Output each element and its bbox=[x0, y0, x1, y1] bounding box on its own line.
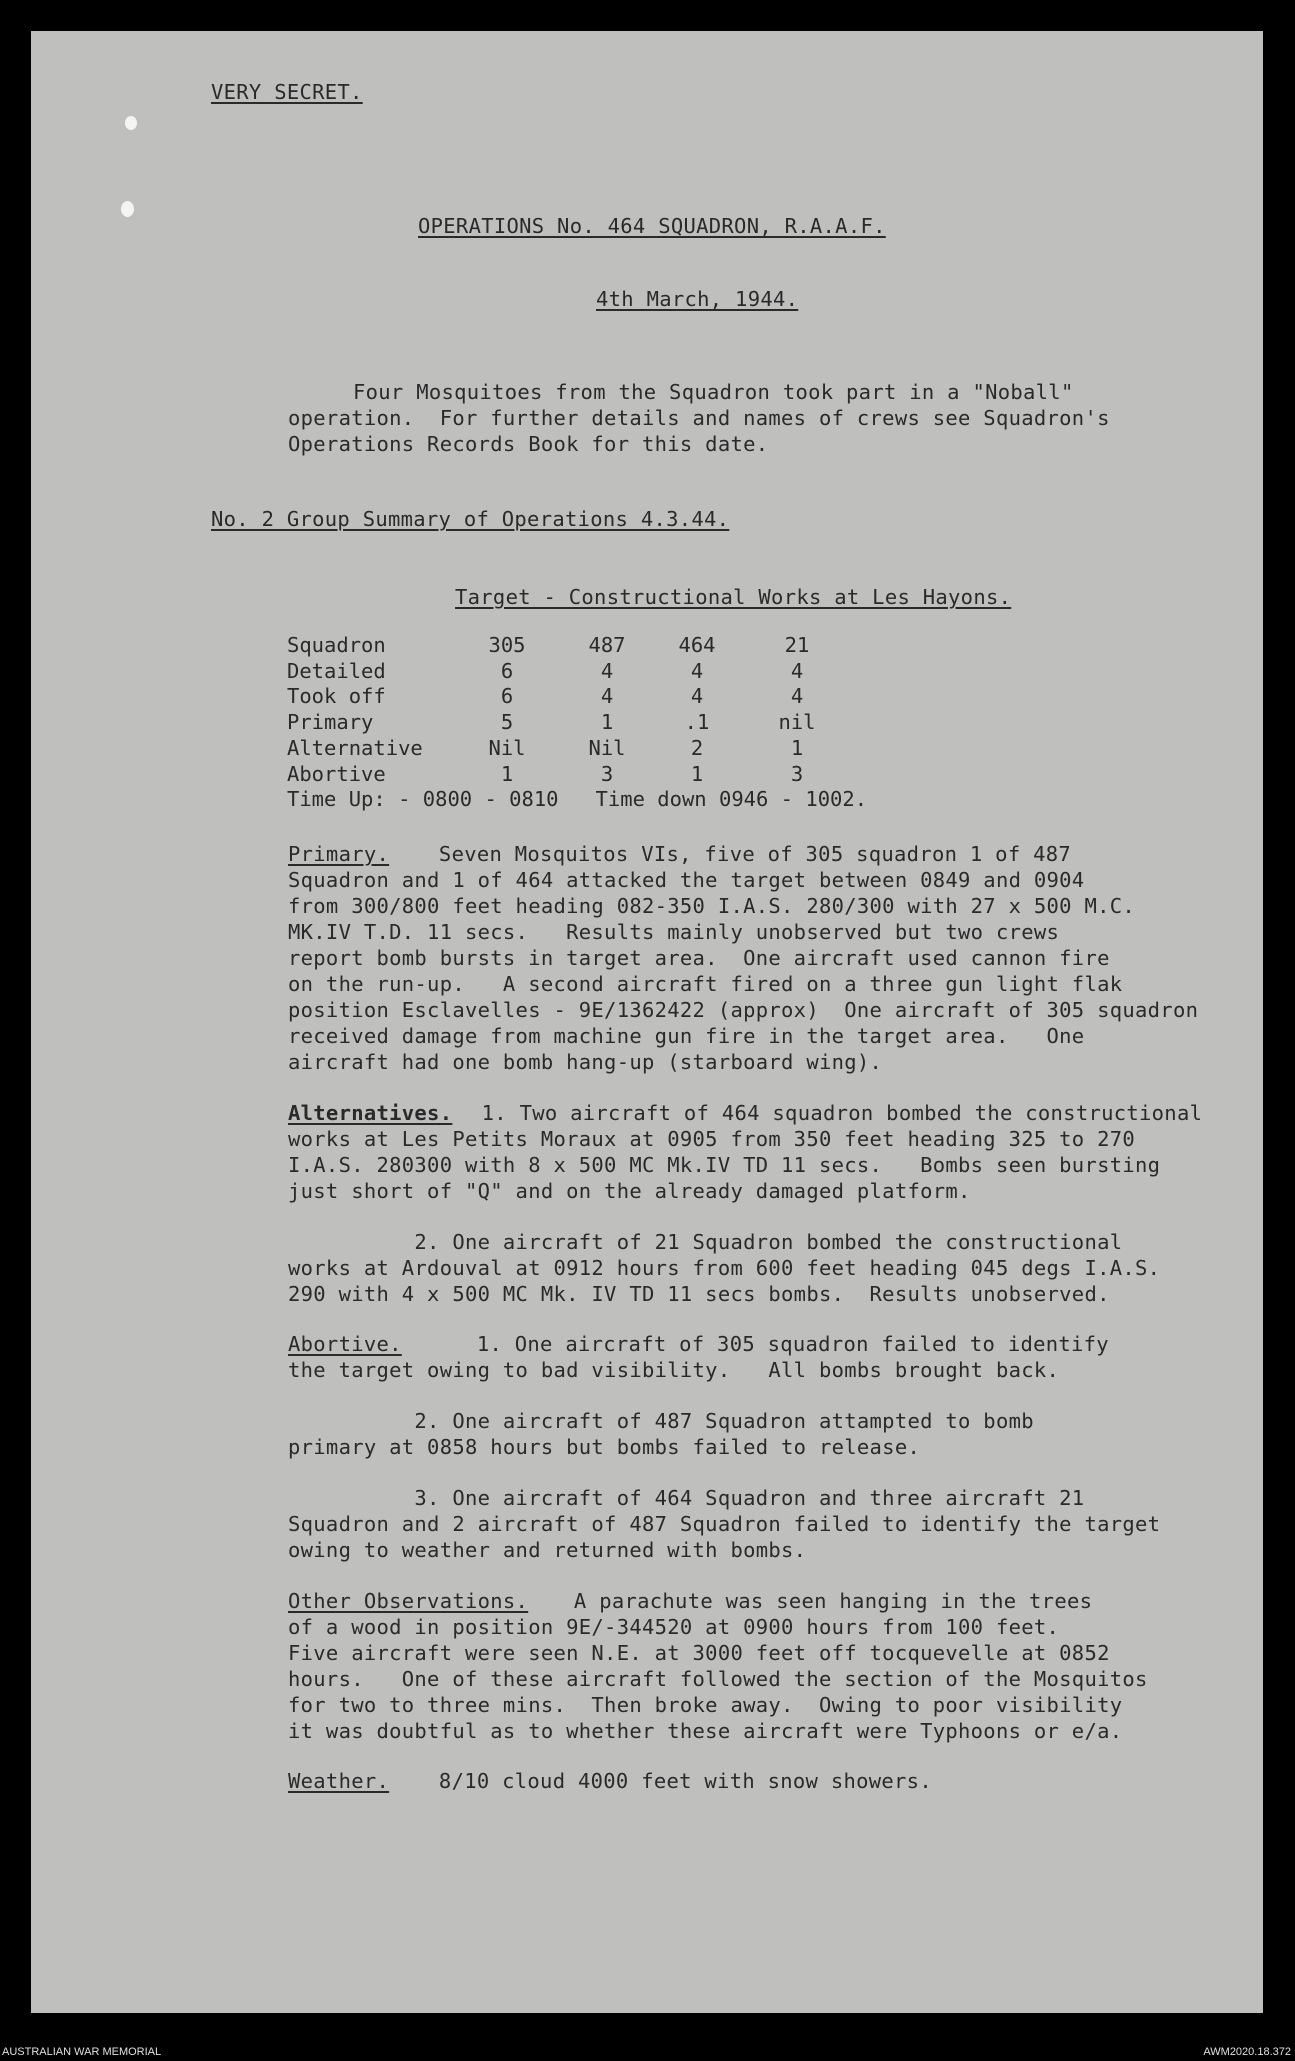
table-cell: 4 bbox=[690, 658, 704, 683]
table-cell: 6 bbox=[500, 658, 514, 683]
table-cell: nil bbox=[778, 710, 816, 735]
text-line: the target owing to bad visibility. All bombs brought back. bbox=[288, 1358, 1060, 1382]
text-line: I.A.S. 280300 with 8 x 500 MC Mk.IV TD 11 secs. Bombs seen bursting bbox=[288, 1153, 1161, 1177]
table-cell: 6 bbox=[500, 684, 514, 709]
table-cell: 21 bbox=[784, 633, 810, 657]
table-cell: 4 bbox=[790, 684, 804, 709]
text-line: 1. Two aircraft of 464 squadron bombed the constructional bbox=[469, 1101, 1203, 1125]
table-cell: 3 bbox=[790, 761, 804, 786]
text-line: 8/10 cloud 4000 feet with snow showers. bbox=[401, 1769, 932, 1793]
text-line: aircraft had one bomb hang-up (starboard wing). bbox=[288, 1050, 883, 1074]
table-cell: 4 bbox=[790, 658, 804, 683]
table-row bbox=[287, 684, 867, 710]
table-cell: Squadron bbox=[287, 633, 386, 657]
text-line: Five aircraft were seen N.E. at 3000 feet off tocquevelle at 0852 bbox=[288, 1641, 1110, 1665]
table-row bbox=[287, 659, 867, 685]
operations-table bbox=[287, 633, 867, 813]
table-cell: .1 bbox=[684, 710, 710, 735]
table-row bbox=[287, 710, 867, 736]
text-line: Seven Mosquitos VIs, five of 305 squadron 1 of 487 bbox=[401, 842, 1072, 866]
weather-label: Weather. bbox=[288, 1769, 390, 1793]
table-cell: 464 bbox=[678, 633, 716, 657]
document-date: 4th March, 1944. bbox=[596, 287, 799, 311]
table-cell: 5 bbox=[500, 710, 514, 735]
table-cell: 1 bbox=[790, 735, 804, 760]
table-cell: 4 bbox=[600, 684, 614, 709]
text-line: Squadron and 1 of 464 attacked the target between 0849 and 0904 bbox=[288, 868, 1085, 892]
table-cell: 4 bbox=[690, 684, 704, 709]
table-cell: Took off bbox=[287, 684, 386, 709]
table-cell: Nil bbox=[588, 735, 626, 760]
text-line: from 300/800 feet heading 082-350 I.A.S. 280/300 with 27 x 500 M.C. bbox=[288, 894, 1136, 918]
table-cell: 1 bbox=[600, 710, 614, 735]
footer-source: AUSTRALIAN WAR MEMORIAL bbox=[2, 2046, 162, 2058]
table-cell: Detailed bbox=[287, 658, 386, 683]
alternatives-label: Alternatives. bbox=[288, 1101, 453, 1125]
other-observations-label: Other Observations. bbox=[288, 1589, 529, 1613]
text-line: 3. One aircraft of 464 Squadron and three aircraft 21 bbox=[288, 1486, 1085, 1510]
text-line: operation. For further details and names of crews see Squadron's bbox=[288, 406, 1110, 430]
table-cell: 4 bbox=[600, 658, 614, 683]
table-cell: Nil bbox=[488, 735, 526, 760]
table-cell: Alternative bbox=[287, 735, 423, 760]
punch-hole bbox=[125, 116, 137, 130]
text-line: 2. One aircraft of 21 Squadron bombed the constructional bbox=[288, 1230, 1123, 1254]
table-cell: Primary bbox=[287, 710, 374, 735]
text-line: on the run-up. A second aircraft fired on a three gun light flak bbox=[288, 972, 1123, 996]
time-line: Time Up: - 0800 - 0810 Time down 0946 - 1002. bbox=[287, 787, 868, 812]
table-cell: 1 bbox=[500, 761, 514, 786]
text-line: Four Mosquitoes from the Squadron took part in a "Noball" bbox=[353, 380, 1074, 404]
text-line: 290 with 4 x 500 MC Mk. IV TD 11 secs bombs. Results unobserved. bbox=[288, 1282, 1110, 1306]
text-line: owing to weather and returned with bombs. bbox=[288, 1538, 807, 1562]
text-line: hours. One of these aircraft followed the section of the Mosquitos bbox=[288, 1667, 1148, 1691]
target-heading: Target - Constructional Works at Les Hayons. bbox=[455, 585, 1012, 609]
summary-heading: No. 2 Group Summary of Operations 4.3.44. bbox=[211, 507, 730, 531]
text-line: position Esclavelles - 9E/1362422 (approx) One aircraft of 305 squadron bbox=[288, 998, 1199, 1022]
table-row bbox=[287, 762, 867, 788]
table-cell: 487 bbox=[588, 633, 626, 657]
text-line: just short of "Q" and on the already damaged platform. bbox=[288, 1179, 971, 1203]
table-cell: 305 bbox=[488, 633, 526, 657]
text-line: it was doubtful as to whether these aircraft were Typhoons or e/a. bbox=[288, 1719, 1123, 1743]
text-line: Squadron and 2 aircraft of 487 Squadron failed to identify the target bbox=[288, 1512, 1161, 1536]
text-line: 2. One aircraft of 487 Squadron attampted to bomb bbox=[288, 1409, 1034, 1433]
text-line: primary at 0858 hours but bombs failed to release. bbox=[288, 1435, 921, 1459]
text-line: Operations Records Book for this date. bbox=[288, 432, 769, 456]
table-cell: Abortive bbox=[287, 761, 386, 786]
primary-label: Primary. bbox=[288, 842, 390, 866]
abortive-label: Abortive. bbox=[288, 1332, 402, 1356]
table-cell: 1 bbox=[690, 761, 704, 786]
table-cell: 3 bbox=[600, 761, 614, 786]
document-title: OPERATIONS No. 464 SQUADRON, R.A.A.F. bbox=[418, 214, 886, 238]
text-line: 1. One aircraft of 305 squadron failed to identify bbox=[401, 1332, 1109, 1356]
text-line: for two to three mins. Then broke away. Owing to poor visibility bbox=[288, 1693, 1123, 1717]
text-line: A parachute was seen hanging in the trees bbox=[536, 1589, 1093, 1613]
text-line: works at Les Petits Moraux at 0905 from 350 feet heading 325 to 270 bbox=[288, 1127, 1136, 1151]
document-page bbox=[31, 31, 1263, 2013]
text-line: works at Ardouval at 0912 hours from 600 feet heading 045 degs I.A.S. bbox=[288, 1256, 1161, 1280]
table-cell: 2 bbox=[690, 735, 704, 760]
punch-hole bbox=[121, 201, 134, 217]
classification-label: VERY SECRET. bbox=[211, 80, 363, 104]
text-line: received damage from machine gun fire in the target area. One bbox=[288, 1024, 1085, 1048]
text-line: MK.IV T.D. 11 secs. Results mainly unobserved but two crews bbox=[288, 920, 1060, 944]
footer-reference: AWM2020.18.372 bbox=[1203, 2046, 1291, 2058]
text-line: of a wood in position 9E/-344520 at 0900 hours from 100 feet. bbox=[288, 1615, 1060, 1639]
table-row bbox=[287, 633, 867, 659]
text-line: report bomb bursts in target area. One aircraft used cannon fire bbox=[288, 946, 1110, 970]
table-row bbox=[287, 736, 867, 762]
